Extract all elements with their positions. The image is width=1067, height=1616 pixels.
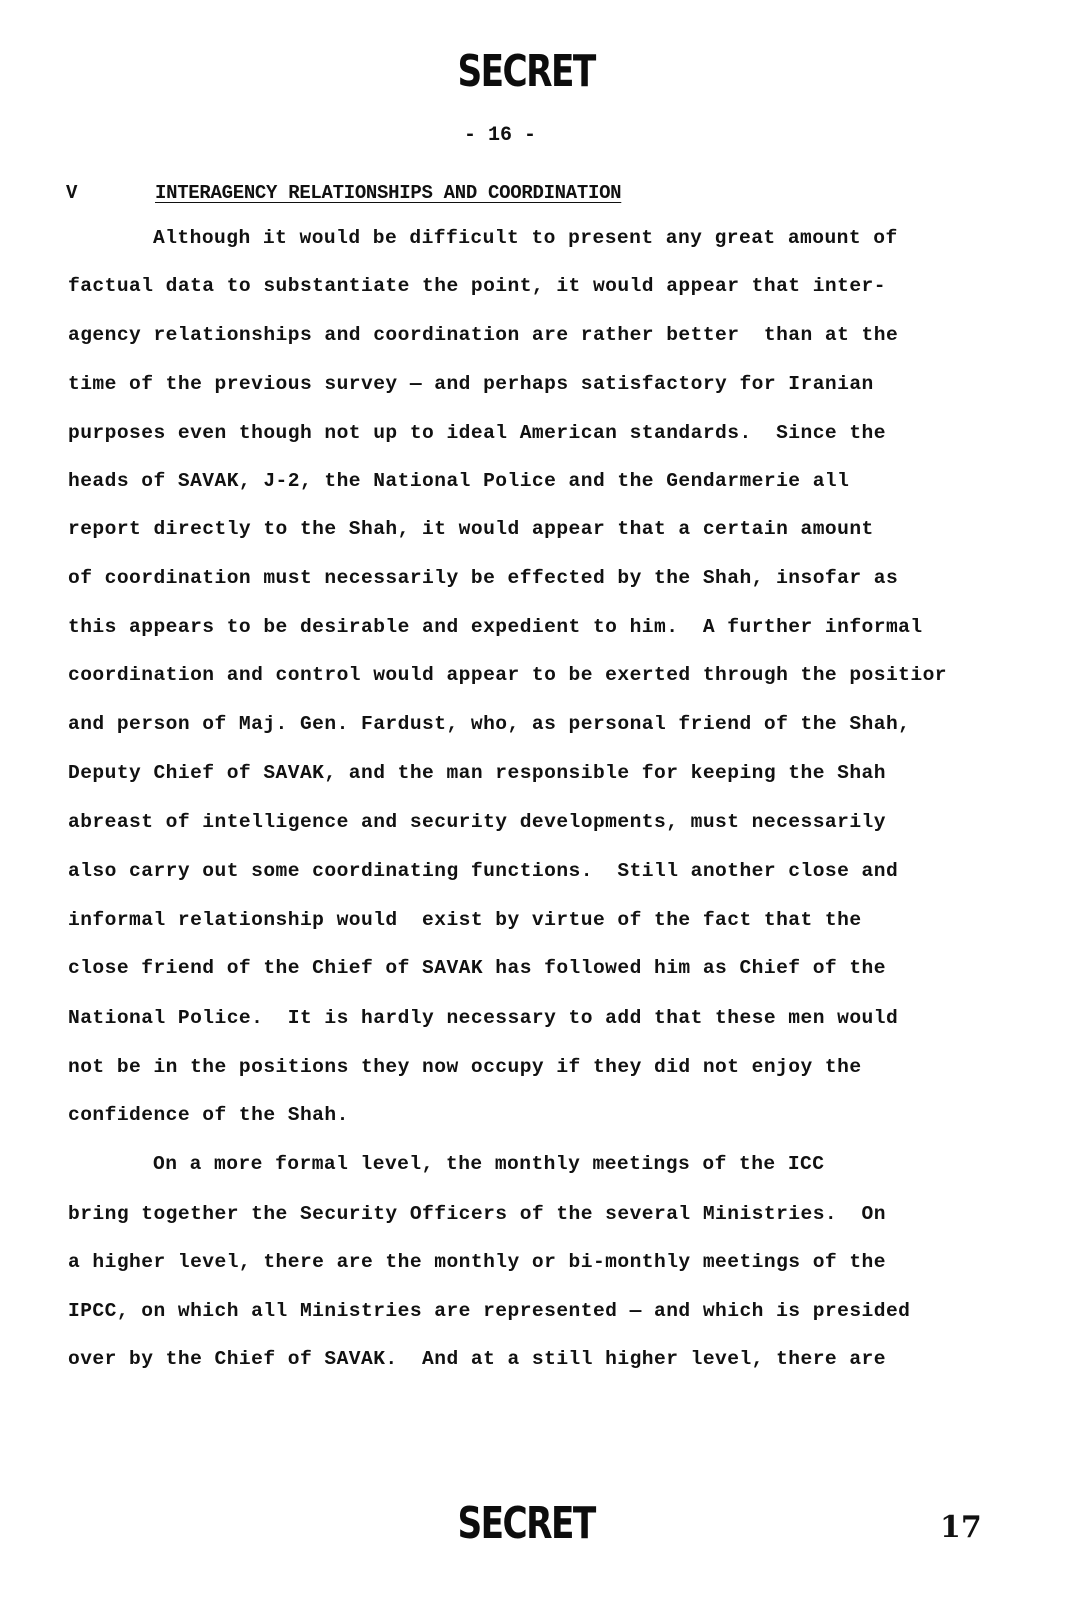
paragraph-line: close friend of the Chief of SAVAK has followed him as Chief of the [68, 957, 886, 979]
paragraph-line: coordination and control would appear to be exerted through the positior [68, 664, 947, 686]
paragraph-line: IPCC, on which all Ministries are represented — and which is presided [68, 1300, 911, 1322]
paragraph-line: a higher level, there are the monthly or bi-monthly meetings of the [68, 1251, 886, 1273]
paragraph-line: Although it would be difficult to present any great amount of [153, 227, 898, 249]
section-heading: INTERAGENCY RELATIONSHIPS AND COORDINATION [155, 182, 622, 204]
classification-marking-bottom: SECRET [457, 1498, 595, 1549]
paragraph-line: heads of SAVAK, J-2, the National Police and the Gendarmerie all [68, 470, 850, 492]
archive-page-number: 17 [940, 1510, 982, 1545]
paragraph-line: bring together the Security Officers of the several Ministries. On [68, 1203, 886, 1225]
section-numeral: V [66, 182, 78, 204]
classification-marking-top: SECRET [457, 46, 595, 97]
paragraph-line: report directly to the Shah, it would appear that a certain amount [68, 518, 874, 540]
paragraph-line: confidence of the Shah. [68, 1104, 349, 1126]
paragraph-line: of coordination must necessarily be effected by the Shah, insofar as [68, 567, 899, 589]
paragraph-line: Deputy Chief of SAVAK, and the man responsible for keeping the Shah [68, 762, 886, 784]
paragraph-line: not be in the positions they now occupy if they did not enjoy the [68, 1056, 862, 1078]
paragraph-line: over by the Chief of SAVAK. And at a still higher level, there are [68, 1348, 886, 1370]
paragraph-line: informal relationship would exist by virtue of the fact that the [68, 909, 862, 931]
paragraph-line: agency relationships and coordination are rather better than at the [68, 324, 899, 346]
paragraph-line: time of the previous survey — and perhaps satisfactory for Iranian [68, 373, 874, 395]
page-number: - 16 - [463, 124, 536, 147]
paragraph-line: National Police. It is hardly necessary to add that these men would [68, 1007, 899, 1029]
paragraph-line: also carry out some coordinating functions. Still another close and [68, 860, 899, 882]
paragraph-line: abreast of intelligence and security developments, must necessarily [68, 811, 886, 833]
paragraph-line: factual data to substantiate the point, it would appear that inter- [68, 275, 886, 297]
paragraph-line: On a more formal level, the monthly meetings of the ICC [153, 1153, 825, 1175]
paragraph-line: this appears to be desirable and expedient to him. A further informal [68, 616, 923, 638]
paragraph-line: purposes even though not up to ideal American standards. Since the [68, 422, 886, 444]
paragraph-line: and person of Maj. Gen. Fardust, who, as personal friend of the Shah, [68, 713, 911, 735]
